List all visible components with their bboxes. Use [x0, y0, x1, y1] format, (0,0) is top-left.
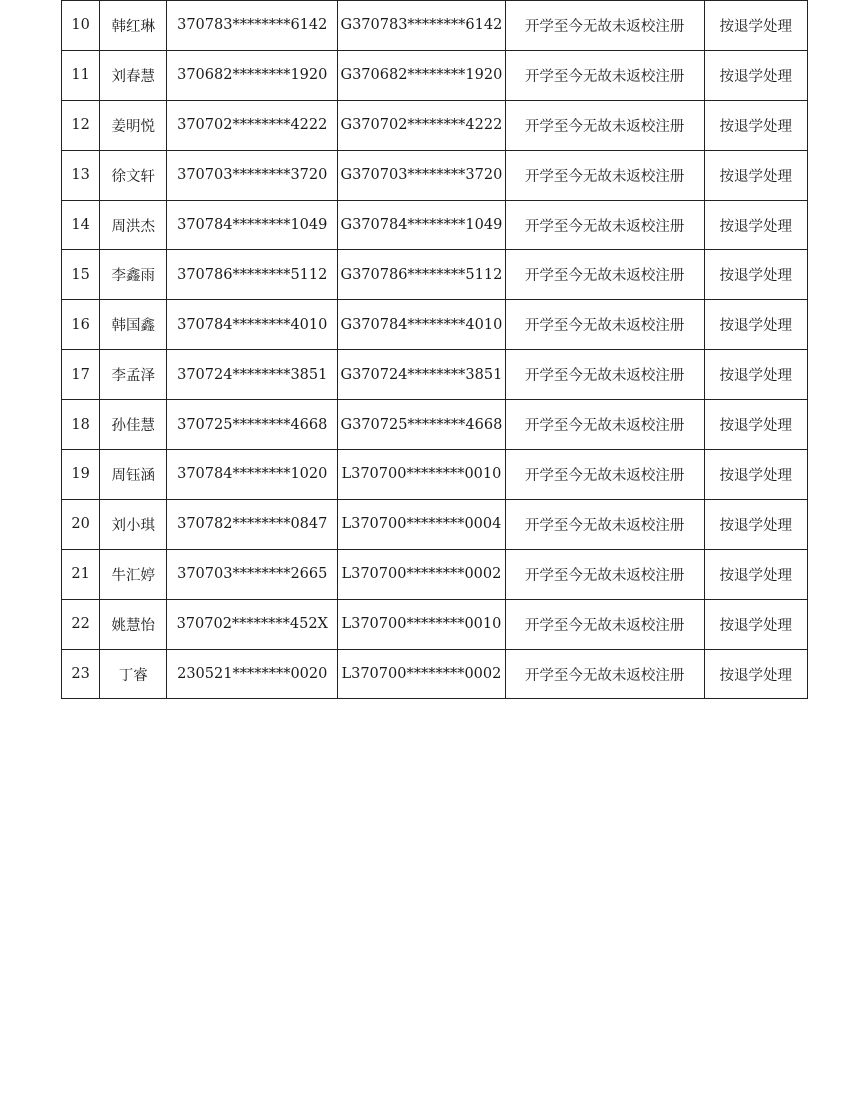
row-number-cell: 23 — [62, 649, 100, 699]
table-row — [62, 1, 808, 51]
result-cell: 按退学处理 — [704, 400, 807, 450]
reason-cell: 开学至今无故未返校注册 — [505, 599, 704, 649]
student-name-cell: 刘小琪 — [100, 499, 167, 549]
student-id-cell: G370783********6142 — [338, 1, 506, 51]
id-number-cell: 370784********1020 — [167, 450, 338, 500]
result-cell: 按退学处理 — [704, 450, 807, 500]
id-number-cell: 230521********0020 — [167, 649, 338, 699]
row-number-cell: 10 — [62, 1, 100, 51]
id-number-cell: 370783********6142 — [167, 1, 338, 51]
result-cell: 按退学处理 — [704, 499, 807, 549]
student-id-cell: G370784********1049 — [338, 200, 506, 250]
row-number-cell: 18 — [62, 400, 100, 450]
student-id-cell: L370700********0010 — [338, 599, 506, 649]
result-cell: 按退学处理 — [704, 200, 807, 250]
row-number-cell: 22 — [62, 599, 100, 649]
student-name-cell: 徐文轩 — [100, 150, 167, 200]
student-name-cell: 周钰涵 — [100, 450, 167, 500]
student-name-cell: 李鑫雨 — [100, 250, 167, 300]
id-number-cell: 370782********0847 — [167, 499, 338, 549]
id-number-cell: 370703********3720 — [167, 150, 338, 200]
id-number-cell: 370703********2665 — [167, 549, 338, 599]
table-row — [62, 50, 808, 100]
student-name-cell: 姜明悦 — [100, 100, 167, 150]
table-row — [62, 300, 808, 350]
student-name-cell: 韩红琳 — [100, 1, 167, 51]
result-cell: 按退学处理 — [704, 350, 807, 400]
reason-cell: 开学至今无故未返校注册 — [505, 549, 704, 599]
table-row — [62, 150, 808, 200]
student-withdrawal-table — [61, 0, 808, 699]
student-id-cell: L370700********0002 — [338, 649, 506, 699]
student-id-cell: G370786********5112 — [338, 250, 506, 300]
result-cell: 按退学处理 — [704, 100, 807, 150]
student-name-cell: 刘春慧 — [100, 50, 167, 100]
reason-cell: 开学至今无故未返校注册 — [505, 50, 704, 100]
reason-cell: 开学至今无故未返校注册 — [505, 250, 704, 300]
row-number-cell: 11 — [62, 50, 100, 100]
student-id-cell: G370784********4010 — [338, 300, 506, 350]
reason-cell: 开学至今无故未返校注册 — [505, 1, 704, 51]
reason-cell: 开学至今无故未返校注册 — [505, 100, 704, 150]
row-number-cell: 16 — [62, 300, 100, 350]
table-row — [62, 599, 808, 649]
result-cell: 按退学处理 — [704, 250, 807, 300]
id-number-cell: 370702********4222 — [167, 100, 338, 150]
student-name-cell: 牛汇婷 — [100, 549, 167, 599]
table-row — [62, 549, 808, 599]
row-number-cell: 14 — [62, 200, 100, 250]
reason-cell: 开学至今无故未返校注册 — [505, 350, 704, 400]
result-cell: 按退学处理 — [704, 599, 807, 649]
student-id-cell: L370700********0004 — [338, 499, 506, 549]
student-name-cell: 丁睿 — [100, 649, 167, 699]
reason-cell: 开学至今无故未返校注册 — [505, 400, 704, 450]
row-number-cell: 15 — [62, 250, 100, 300]
student-id-cell: G370702********4222 — [338, 100, 506, 150]
table-row — [62, 499, 808, 549]
reason-cell: 开学至今无故未返校注册 — [505, 499, 704, 549]
id-number-cell: 370784********4010 — [167, 300, 338, 350]
id-number-cell: 370725********4668 — [167, 400, 338, 450]
result-cell: 按退学处理 — [704, 300, 807, 350]
table-body — [62, 1, 808, 699]
result-cell: 按退学处理 — [704, 549, 807, 599]
result-cell: 按退学处理 — [704, 649, 807, 699]
student-id-cell: G370725********4668 — [338, 400, 506, 450]
row-number-cell: 17 — [62, 350, 100, 400]
row-number-cell: 19 — [62, 450, 100, 500]
student-name-cell: 韩国鑫 — [100, 300, 167, 350]
result-cell: 按退学处理 — [704, 150, 807, 200]
row-number-cell: 13 — [62, 150, 100, 200]
table-row — [62, 350, 808, 400]
result-cell: 按退学处理 — [704, 50, 807, 100]
table-row — [62, 250, 808, 300]
student-id-cell: L370700********0002 — [338, 549, 506, 599]
student-id-cell: G370682********1920 — [338, 50, 506, 100]
reason-cell: 开学至今无故未返校注册 — [505, 649, 704, 699]
row-number-cell: 12 — [62, 100, 100, 150]
reason-cell: 开学至今无故未返校注册 — [505, 300, 704, 350]
reason-cell: 开学至今无故未返校注册 — [505, 200, 704, 250]
table-row — [62, 400, 808, 450]
table-row — [62, 100, 808, 150]
student-id-cell: G370703********3720 — [338, 150, 506, 200]
reason-cell: 开学至今无故未返校注册 — [505, 150, 704, 200]
id-number-cell: 370702********452X — [167, 599, 338, 649]
row-number-cell: 20 — [62, 499, 100, 549]
table-row — [62, 200, 808, 250]
student-name-cell: 李孟泽 — [100, 350, 167, 400]
student-name-cell: 孙佳慧 — [100, 400, 167, 450]
student-id-cell: L370700********0010 — [338, 450, 506, 500]
result-cell: 按退学处理 — [704, 1, 807, 51]
id-number-cell: 370724********3851 — [167, 350, 338, 400]
id-number-cell: 370682********1920 — [167, 50, 338, 100]
row-number-cell: 21 — [62, 549, 100, 599]
table-row — [62, 450, 808, 500]
id-number-cell: 370786********5112 — [167, 250, 338, 300]
id-number-cell: 370784********1049 — [167, 200, 338, 250]
table-row — [62, 649, 808, 699]
student-name-cell: 周洪杰 — [100, 200, 167, 250]
student-name-cell: 姚慧怡 — [100, 599, 167, 649]
student-id-cell: G370724********3851 — [338, 350, 506, 400]
reason-cell: 开学至今无故未返校注册 — [505, 450, 704, 500]
